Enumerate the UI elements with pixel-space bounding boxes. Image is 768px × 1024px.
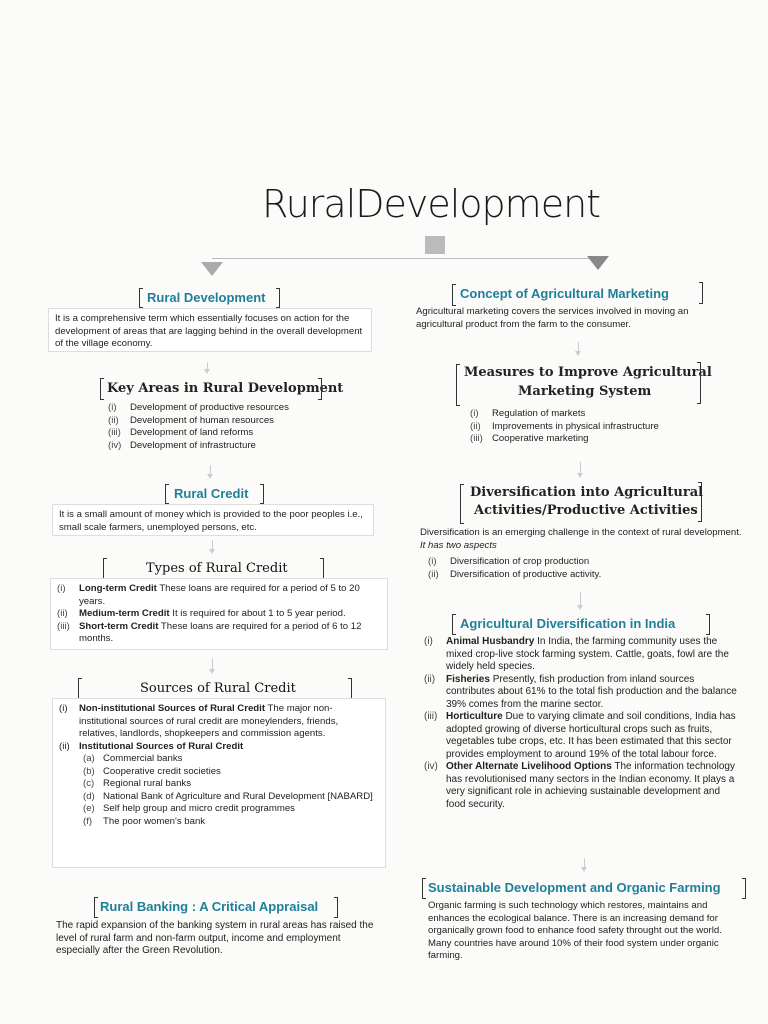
diversification-text: Diversification is an emerging challenge in the context of rural development. It has two aspects bbox=[420, 527, 742, 551]
bracket-right bbox=[260, 484, 264, 504]
list-item bbox=[424, 711, 742, 761]
bracket-right bbox=[334, 897, 338, 918]
list-item-text: Self help group and micro credit programmes bbox=[103, 803, 295, 814]
list-item-text: Improvements in physical infrastructure bbox=[492, 420, 659, 432]
rural-banking-text: The rapid expansion of the banking system in rural areas has raised the level of rural farm and non-farm output, income and employment especially after the Green Revolution. bbox=[56, 920, 374, 956]
list-item bbox=[57, 583, 381, 608]
list-item-text: Regulation of markets bbox=[492, 408, 586, 419]
sources-item-2: (ii) Institutional Sources of Rural Credit bbox=[59, 740, 244, 752]
list-item-text: Cooperative credit societies bbox=[103, 765, 221, 777]
list-item-number: (iii) bbox=[470, 433, 483, 444]
list-item-number: (i) bbox=[428, 556, 437, 567]
bracket-left bbox=[452, 284, 456, 306]
list-item-number: (ii) bbox=[57, 608, 68, 619]
arrow-left-icon bbox=[201, 262, 223, 276]
bracket-left bbox=[456, 364, 460, 406]
list-item-number: (c) bbox=[83, 778, 95, 789]
bracket-left bbox=[452, 614, 456, 635]
sources-item-1-term: Non-institutional Sources of Rural Credit bbox=[79, 703, 266, 714]
arrow-down-icon bbox=[210, 465, 211, 475]
bracket-right bbox=[698, 482, 702, 522]
list-item bbox=[424, 674, 742, 712]
list-item-number: (ii) bbox=[108, 414, 119, 426]
list-item bbox=[424, 761, 742, 811]
sustainable-heading: Sustainable Development and Organic Farming bbox=[428, 880, 721, 895]
arrow-down-icon bbox=[578, 342, 579, 352]
list-item bbox=[57, 621, 381, 646]
list-item bbox=[83, 816, 379, 829]
arrow-down-icon bbox=[580, 592, 581, 606]
arrow-down-icon bbox=[212, 540, 213, 550]
measures-heading-line1: Measures to Improve Agricultural bbox=[464, 365, 712, 380]
list-item bbox=[57, 608, 381, 621]
rural-credit-heading: Rural Credit bbox=[174, 486, 249, 501]
list-item-text: Diversification of productive activity. bbox=[450, 568, 602, 580]
list-item-number: (i) bbox=[108, 402, 117, 413]
list-item-text: The information technology has revolutionised many sectors in the Indian economy. It plays a very significant role in achieving sustainable development and food security. bbox=[446, 761, 735, 810]
list-item-text: Development of productive resources bbox=[130, 402, 289, 413]
sustainable-text: Organic farming is such technology which restores, maintains and enhances the ecological balance. There is an increasing demand for organically grown food to enhance food safety throught out the world. Many countries have around 10% of their food system under organic farming. bbox=[428, 900, 722, 961]
bracket-left bbox=[422, 878, 426, 899]
list-item bbox=[83, 753, 379, 766]
list-item bbox=[83, 766, 379, 779]
arrow-down-icon bbox=[584, 858, 585, 868]
bracket-left bbox=[78, 678, 82, 700]
list-item-number: (iv) bbox=[424, 761, 438, 772]
bracket-right bbox=[320, 558, 324, 580]
diversification-list bbox=[428, 556, 728, 581]
rural-credit-text: It is a small amount of money which is provided to the poor peoples i.e., small scale farmers, unemployed persons, etc. bbox=[52, 504, 374, 536]
list-item-text: Development of infrastructure bbox=[130, 439, 256, 451]
arrow-down-icon bbox=[207, 362, 208, 370]
list-item-term: Animal Husbandry bbox=[446, 636, 535, 647]
list-item-number: (d) bbox=[83, 790, 95, 802]
arrow-right-icon bbox=[587, 256, 609, 270]
list-item bbox=[83, 778, 379, 791]
types-credit-list bbox=[57, 583, 381, 646]
list-item-term: Long-term Credit bbox=[79, 583, 157, 594]
list-item-text: Development of land reforms bbox=[130, 427, 254, 438]
list-item-text: Diversification of crop production bbox=[450, 556, 590, 567]
arrow-down-icon bbox=[580, 462, 581, 474]
list-item-number: (iii) bbox=[424, 711, 438, 722]
types-credit-heading: Types of Rural Credit bbox=[146, 561, 288, 576]
list-item bbox=[108, 402, 348, 415]
list-item-number: (i) bbox=[57, 583, 66, 594]
list-item bbox=[108, 440, 348, 453]
list-item-number: (i) bbox=[424, 636, 433, 647]
connector-line bbox=[212, 258, 598, 259]
measures-list bbox=[470, 408, 710, 446]
bracket-left bbox=[103, 558, 107, 580]
list-item-number: (e) bbox=[83, 803, 95, 814]
bracket-right bbox=[318, 378, 322, 400]
rural-development-text: It is a comprehensive term which essentially focuses on action for the development of areas that are lagging behind in the overall development of the village economy. bbox=[48, 308, 372, 352]
list-item-text: Due to varying climate and soil conditions, India has adopted growing of diverse horticultural crops such as fruits, vegetables tube crops, etc. It has been estimated that this sector provides employment to around 19% of the total labour force. bbox=[446, 711, 736, 760]
diversification-heading-line1: Diversification into Agricultural bbox=[470, 485, 704, 500]
agri-div-india-box bbox=[422, 634, 744, 850]
bracket-left bbox=[460, 484, 464, 524]
list-item-text: These loans are required for a period of 5 to 20 years. bbox=[79, 583, 360, 607]
sources-sub-list bbox=[59, 753, 379, 828]
list-item bbox=[428, 569, 728, 582]
bracket-right bbox=[697, 362, 701, 404]
list-item bbox=[424, 636, 742, 674]
list-item-text: Regional rural banks bbox=[103, 778, 191, 789]
sources-item-1-text: The major non-institutional sources of rural credit are moneylenders, friends, relatives, landlords, shopkeepers and commission agents. bbox=[79, 703, 339, 739]
bracket-left bbox=[100, 378, 104, 400]
list-item-text: National Bank of Agriculture and Rural Development [NABARD] bbox=[103, 790, 373, 802]
list-item-term: Other Alternate Livelihood Options bbox=[446, 761, 612, 772]
diversification-heading-line2: Activities/Productive Activities bbox=[474, 503, 698, 518]
sources-item-1: (i) Non-institutional Sources of Rural Credit The major non-institutional sources of rural credit are moneylenders, friends, relatives, landlords, shopkeepers and commission agents. bbox=[59, 703, 339, 739]
list-item-term: Horticulture bbox=[446, 711, 503, 722]
list-item-number: (a) bbox=[83, 753, 95, 764]
list-item-number: (iv) bbox=[108, 439, 122, 451]
list-item-number: (ii) bbox=[424, 673, 436, 685]
list-item-term: Fisheries bbox=[446, 673, 490, 685]
list-item-text: These loans are required for a period of 6 to 12 months. bbox=[79, 620, 362, 644]
list-item-text: Presently, fish production from inland sources contributes about 61% to the total fish production and the balance 39% comes from the marine sector. bbox=[446, 673, 737, 710]
list-item-number: (i) bbox=[470, 408, 479, 419]
list-item bbox=[428, 556, 728, 569]
bracket-right bbox=[706, 614, 710, 635]
list-item-number: (iii) bbox=[57, 620, 70, 632]
list-item-number: (f) bbox=[83, 815, 93, 827]
list-item-text: Cooperative marketing bbox=[492, 433, 589, 444]
list-item bbox=[108, 427, 348, 440]
concept-text: Agricultural marketing covers the services involved in moving an agricultural product from the farm to the consumer. bbox=[416, 306, 689, 330]
list-item-text: Commercial banks bbox=[103, 753, 183, 764]
key-areas-heading: Key Areas in Rural Development bbox=[107, 381, 344, 396]
list-item bbox=[470, 408, 710, 421]
list-item-text: In India, the farming community uses the mixed crop-live stock farming system. Cattle, goats, fowl are the widely held species. bbox=[446, 636, 729, 672]
list-item-number: (ii) bbox=[428, 568, 439, 580]
sources-credit-box bbox=[52, 698, 386, 868]
bracket-left bbox=[94, 897, 98, 918]
bracket-right bbox=[742, 878, 746, 899]
list-item-text: Development of human resources bbox=[130, 414, 274, 426]
list-item-term: Short-term Credit bbox=[79, 620, 159, 632]
list-item-text: The poor women's bank bbox=[103, 815, 206, 827]
rural-development-heading: Rural Development bbox=[147, 290, 266, 305]
sources-credit-heading: Sources of Rural Credit bbox=[140, 681, 296, 696]
list-item-number: (iii) bbox=[108, 427, 121, 438]
agri-div-list bbox=[424, 636, 742, 811]
bracket-right bbox=[276, 288, 280, 308]
arrow-down-icon bbox=[212, 658, 213, 670]
sources-item-2-term: Institutional Sources of Rural Credit bbox=[79, 740, 244, 752]
measures-heading-line2: Marketing System bbox=[518, 384, 652, 399]
list-item bbox=[108, 415, 348, 428]
agri-div-india-heading: Agricultural Diversification in India bbox=[460, 616, 676, 631]
concept-heading: Concept of Agricultural Marketing bbox=[460, 286, 669, 301]
bracket-left bbox=[139, 288, 143, 308]
bracket-right bbox=[348, 678, 352, 700]
bracket-left bbox=[165, 484, 169, 504]
list-item-text: It is required for about 1 to 5 year period. bbox=[169, 608, 346, 619]
list-item bbox=[470, 421, 710, 434]
list-item-number: (b) bbox=[83, 765, 95, 777]
key-areas-list bbox=[108, 402, 348, 452]
list-item bbox=[470, 433, 710, 446]
list-item-number: (ii) bbox=[470, 420, 481, 432]
list-item bbox=[83, 791, 379, 804]
page-title: RuralDevelopment bbox=[262, 182, 601, 226]
list-item bbox=[83, 803, 379, 816]
bracket-right bbox=[699, 282, 703, 304]
types-credit-box bbox=[50, 578, 388, 650]
list-item-term: Medium-term Credit bbox=[79, 608, 170, 619]
rural-banking-heading: Rural Banking : A Critical Appraisal bbox=[100, 899, 319, 914]
connector-square bbox=[425, 236, 445, 254]
